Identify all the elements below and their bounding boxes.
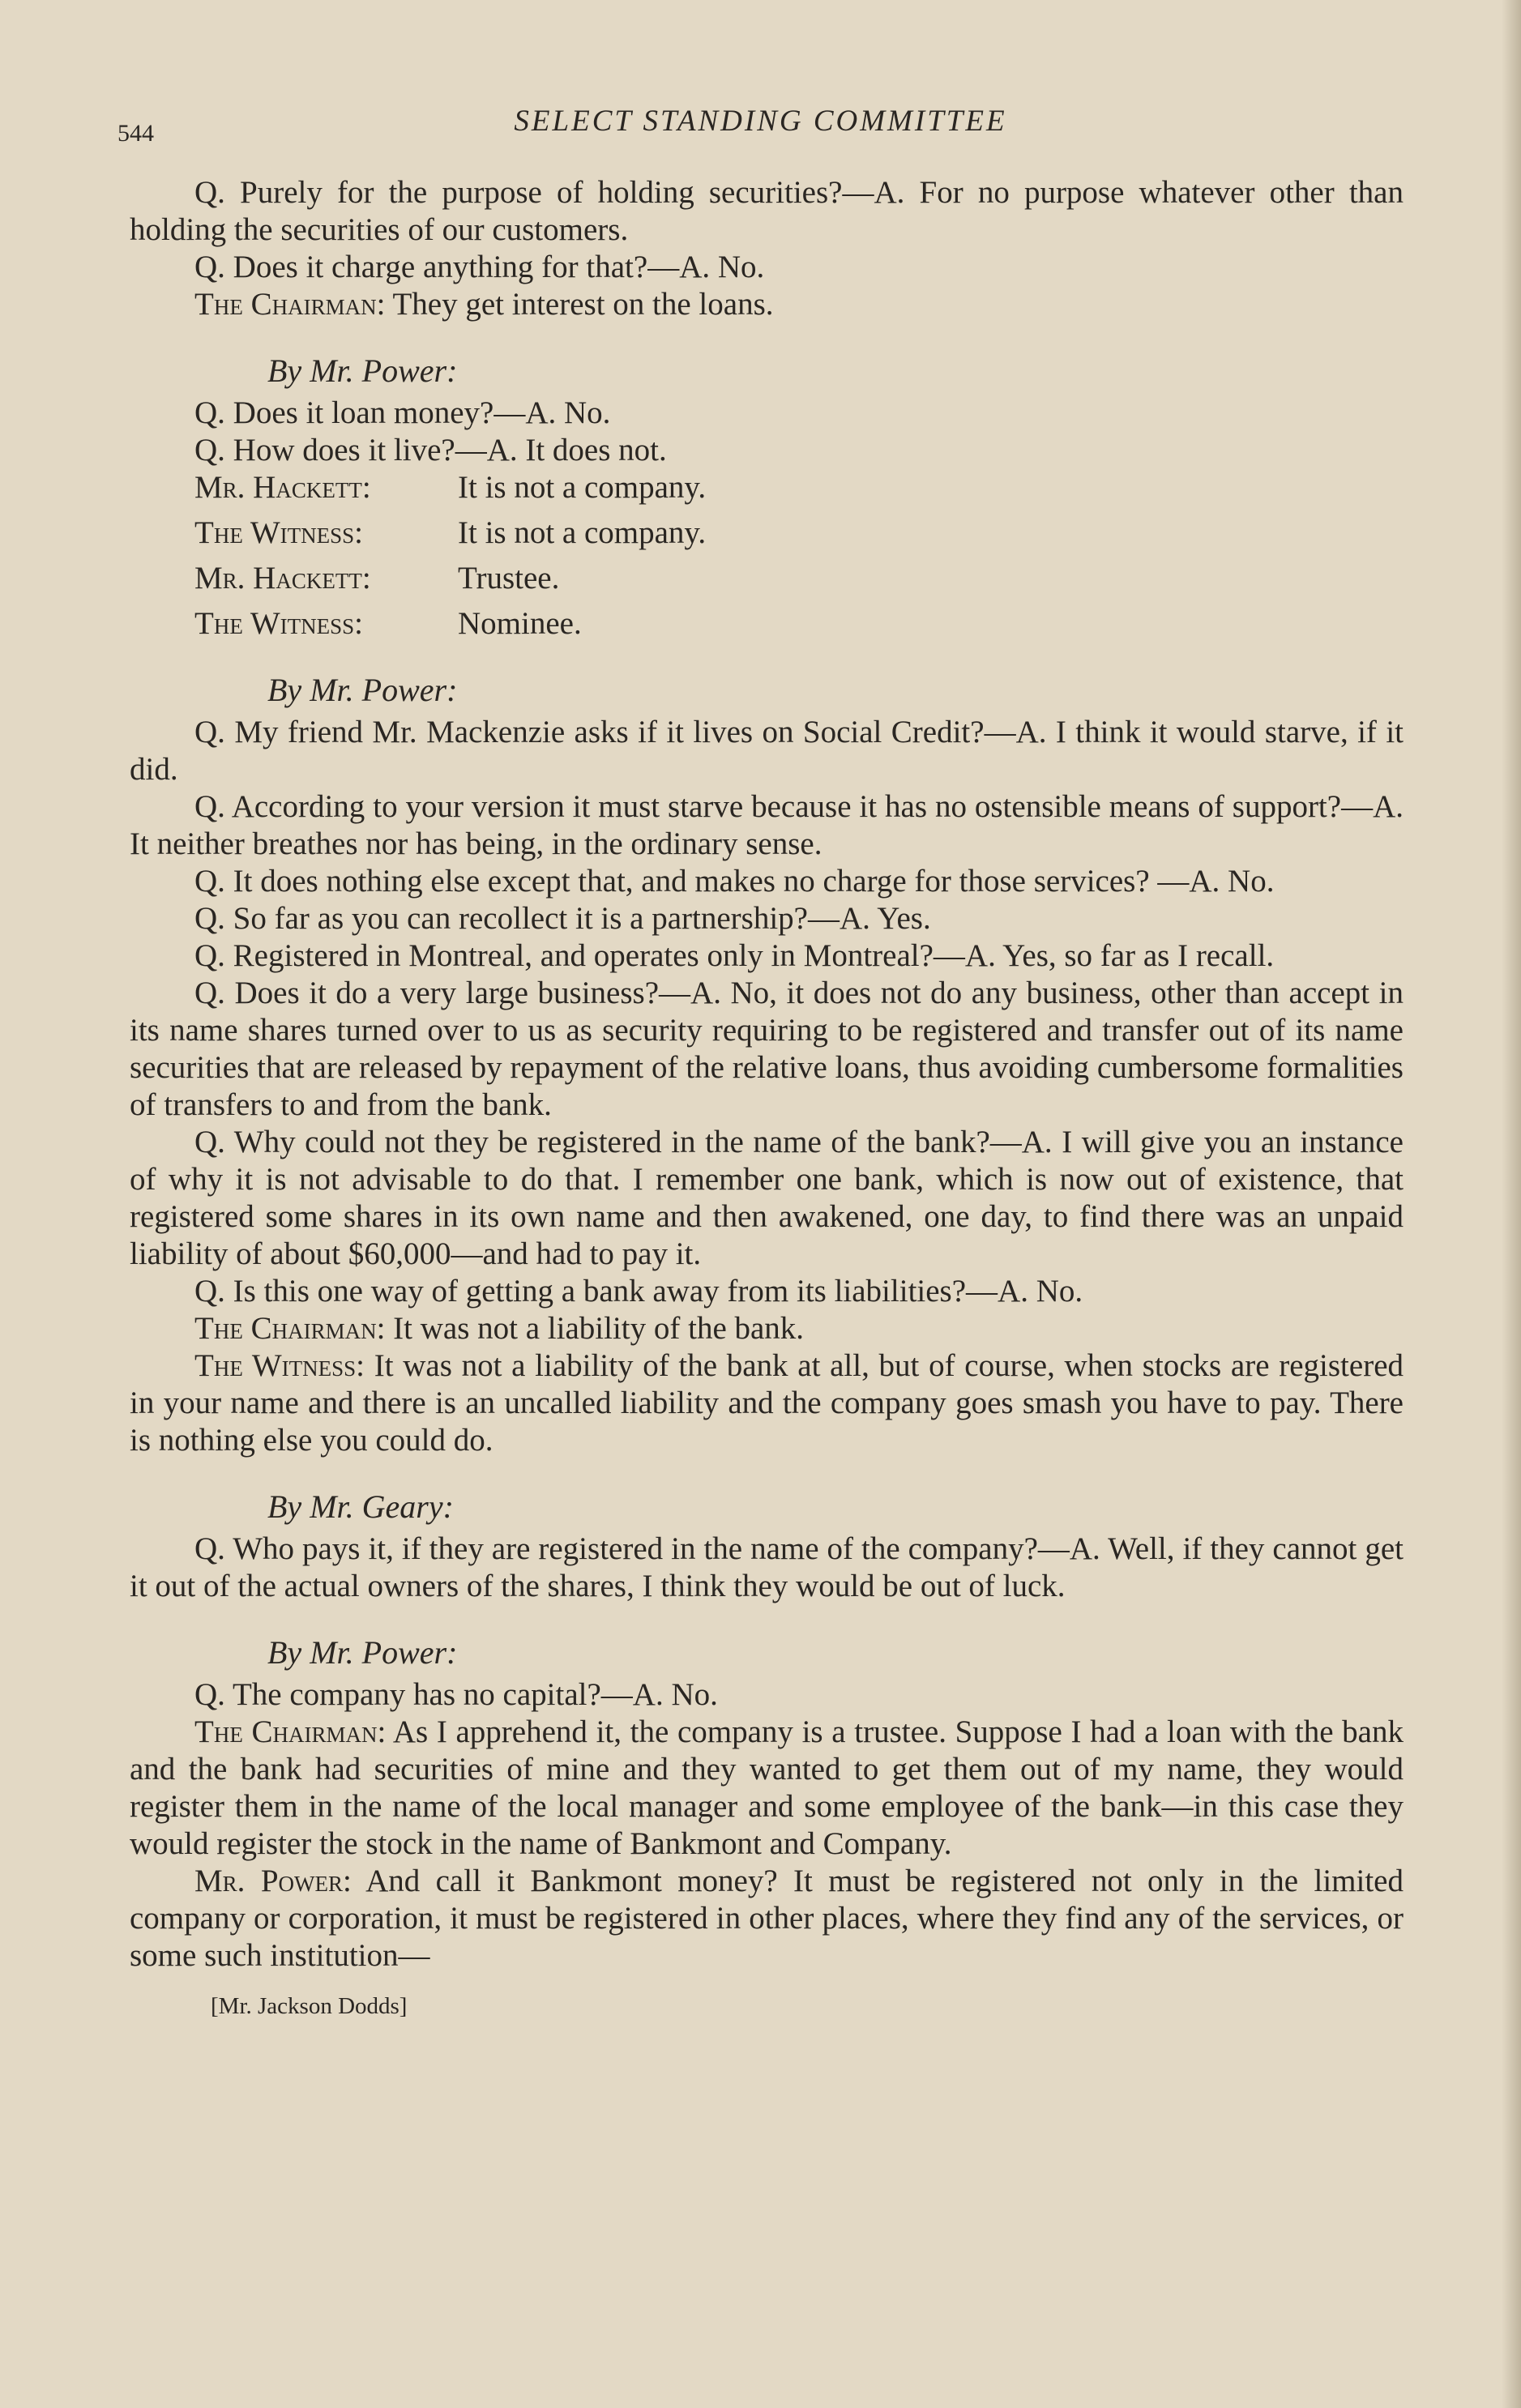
paragraph [130,1714,1404,1863]
exchange-line [194,514,1404,552]
paragraph: Q. How does it live?—A. It does not. [194,433,667,468]
paragraph: Q. According to your version it must starve because it has no ostensible means of support?—A. It neither breathes nor has being, in the ordinary sense. [130,789,1404,861]
section-heading: By Mr. Power: [267,1634,458,1671]
section-heading: By Mr. Geary: [267,1488,454,1525]
paragraph: Q. So far as you can recollect it is a partnership?—A. Yes. [194,901,931,936]
speaker-name: Mr. Hackett: [194,470,371,505]
page-header [117,104,1404,152]
witness-footnote: [Mr. Jackson Dodds] [211,1993,408,2019]
speaker-name: Mr. Power: [194,1864,352,1898]
paragraph: Q. Why could not they be registered in the name of the bank?—A. I will give you an instance of why it is not advisable to do that. I remember one bank, which is now out of existence, that registered some shares in its own name and then awakened, one day, to find there was an unpaid liability of about $60,000—and had to pay it. [130,1125,1404,1271]
speaker-text: Nominee. [458,606,582,641]
paragraph: Q. Does it do a very large business?—A. No, it does not do any business, other than accept in its name shares turned over to us as security requiring to be registered and transfer out of its name securities that are released by repayment of the relative loans, thus avoiding cumbersome formalities of transfers to and from the bank. [130,976,1404,1122]
speaker-text: They get interest on the loans. [392,287,774,322]
speaker-text: And call it Bankmont money? It must be registered not only in the limited company or corporation, it must be registered in other places, where they find any of the services, or some such institution— [130,1864,1404,1973]
speaker-name: The Chairman: [194,287,386,322]
paragraph [130,1310,1404,1347]
speaker-text: It was not a liability of the bank at all, but of course, when stocks are registered in your name and there is an uncalled liability and the company goes smash you have to pay. There is nothing else you could do. [130,1348,1404,1458]
transcript-body [130,174,1404,2025]
page-number: 544 [117,120,154,147]
paragraph [130,1863,1404,1975]
exchange-line [194,560,1404,597]
speaker-text: Trustee. [458,561,560,596]
paragraph: Q. Is this one way of getting a bank away from its liabilities?—A. No. [194,1274,1083,1309]
speaker-name: The Witness: [194,606,364,641]
speaker-name: Mr. Hackett: [194,561,371,596]
paragraph: Q. Does it loan money?—A. No. [194,395,611,430]
page-edge-shadow [1502,0,1521,2408]
paragraph: Q. My friend Mr. Mackenzie asks if it lives on Social Credit?—A. I think it would starve, if it did. [130,715,1404,787]
paragraph [130,1347,1404,1459]
speaker-name: The Witness: [194,515,364,550]
speaker-text: It is not a company. [458,515,707,550]
exchange-line [194,469,1404,506]
paragraph: Q. Does it charge anything for that?—A. No. [194,250,765,284]
paragraph: Q. The company has no capital?—A. No. [194,1677,718,1712]
section-heading: By Mr. Power: [267,352,458,389]
speaker-text: As I apprehend it, the company is a trustee. Suppose I had a loan with the bank and the bank had securities of mine and they wanted to get them out of my name, they would register them in the name of the local manager and some employee of the bank—in this case they would register the stock in the name of Bankmont and Company. [130,1714,1404,1861]
speaker-name: The Chairman: [194,1714,387,1749]
speaker-name: The Witness: [194,1348,365,1383]
paragraph: Q. Registered in Montreal, and operates only in Montreal?—A. Yes, so far as I recall. [194,938,1275,973]
paragraph [130,286,1404,323]
running-head: SELECT STANDING COMMITTEE [514,105,1007,138]
paragraph: Q. Purely for the purpose of holding securities?—A. For no purpose whatever other than holding the securities of our customers. [130,175,1404,247]
exchange-line [194,605,1404,643]
paragraph: Q. Who pays it, if they are registered in the name of the company?—A. Well, if they cannot get it out of the actual owners of the shares, I think they would be out of luck. [130,1531,1404,1603]
speaker-text: It was not a liability of the bank. [393,1311,805,1346]
speaker-name: The Chairman: [194,1311,386,1346]
speaker-text: It is not a company. [458,470,707,505]
section-heading: By Mr. Power: [267,672,458,708]
paragraph: Q. It does nothing else except that, and makes no charge for those services? —A. No. [194,864,1275,899]
